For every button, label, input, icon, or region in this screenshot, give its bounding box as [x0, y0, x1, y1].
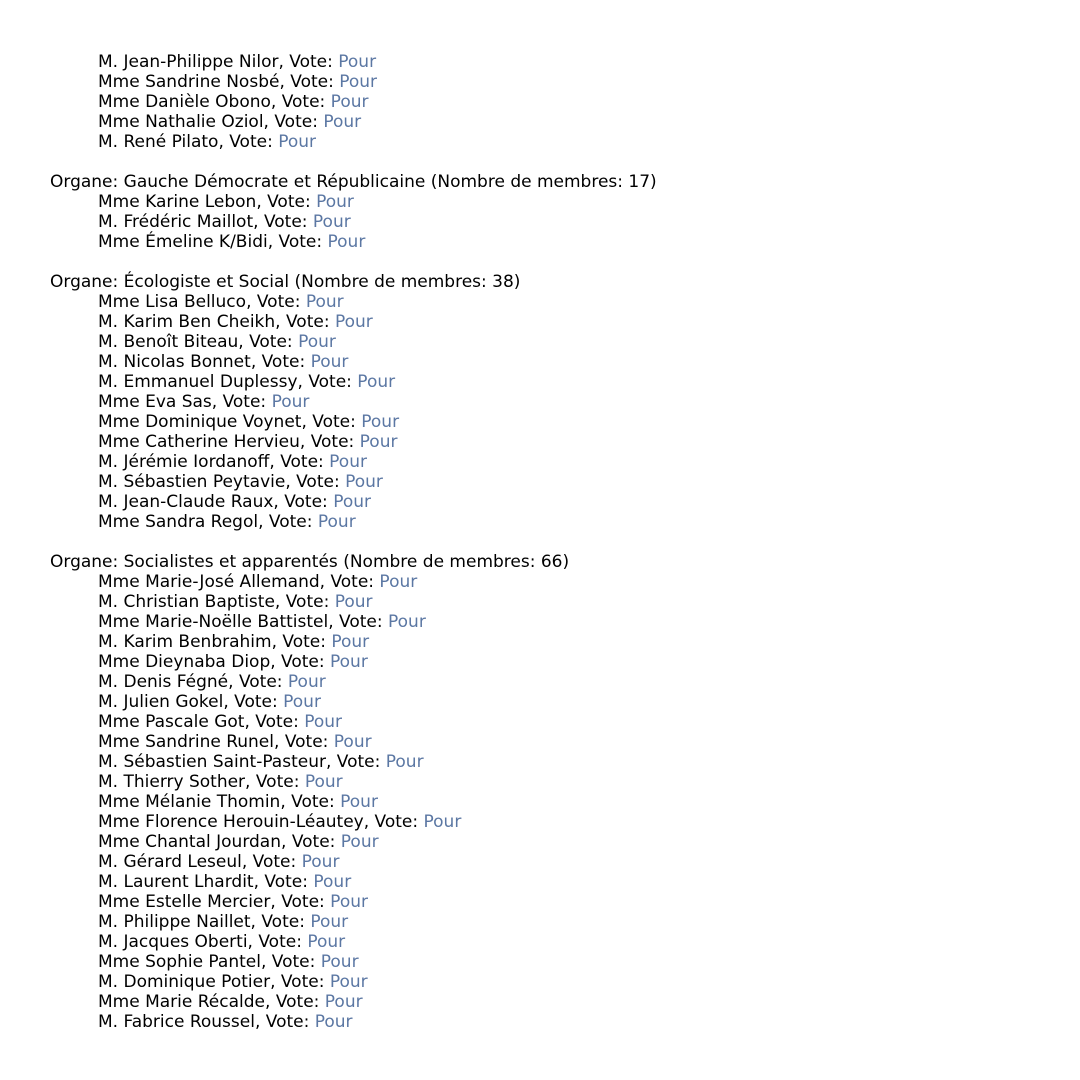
member-name: Mme Marie-Noëlle Battistel	[98, 612, 329, 632]
vote-label: Vote:	[282, 632, 332, 652]
vote-label: Vote:	[278, 232, 328, 252]
member-name: Mme Chantal Jourdan	[98, 832, 281, 852]
vote-label: Vote:	[281, 92, 331, 112]
vote-separator: ,	[256, 192, 268, 212]
vote-separator: ,	[260, 952, 272, 972]
member-row	[50, 892, 1050, 912]
vote-separator: ,	[263, 112, 275, 132]
vote-separator: ,	[269, 452, 281, 472]
vote-value: Pour	[304, 712, 343, 732]
vote-label: Vote:	[296, 472, 346, 492]
vote-value: Pour	[316, 192, 354, 212]
vote-separator: ,	[244, 712, 256, 732]
vote-separator: ,	[279, 72, 291, 92]
vote-separator: ,	[228, 672, 239, 692]
member-name: Mme Mélanie Thomin	[98, 792, 281, 812]
organe-group	[50, 272, 1050, 532]
vote-label: Vote:	[274, 112, 324, 132]
vote-value: Pour	[333, 492, 371, 512]
member-name: Mme Karine Lebon	[98, 192, 257, 212]
vote-value: Pour	[271, 392, 310, 412]
vote-separator: ,	[270, 92, 282, 112]
member-name: M. Denis Fégné	[98, 672, 229, 692]
vote-value: Pour	[388, 612, 426, 632]
member-name: Mme Dieynaba Diop	[98, 652, 271, 672]
vote-separator: ,	[253, 212, 264, 232]
vote-label: Vote:	[280, 972, 330, 992]
member-name: Mme Catherine Hervieu	[98, 432, 300, 452]
vote-label: Vote:	[291, 792, 341, 812]
vote-label: Vote:	[289, 52, 339, 72]
vote-value: Pour	[314, 1012, 353, 1032]
vote-label: Vote:	[267, 192, 317, 212]
member-name: M. Karim Ben Cheikh	[98, 312, 276, 332]
vote-label: Vote:	[291, 832, 341, 852]
vote-label: Vote:	[255, 772, 305, 792]
vote-separator: ,	[265, 992, 276, 1012]
vote-separator: ,	[299, 432, 311, 452]
member-row	[50, 372, 1050, 392]
member-name: M. Gérard Leseul	[98, 852, 242, 872]
vote-separator: ,	[267, 232, 279, 252]
section-gap	[50, 152, 1050, 172]
member-row	[50, 832, 1050, 852]
member-name: M. Jean-Claude Raux	[98, 492, 274, 512]
member-name: M. Dominique Potier	[98, 972, 271, 992]
member-name: Mme Nathalie Oziol	[98, 112, 264, 132]
member-row	[50, 412, 1050, 432]
vote-separator: ,	[281, 832, 292, 852]
vote-value: Pour	[338, 52, 377, 72]
member-name: M. Frédéric Maillot	[98, 212, 254, 232]
vote-label: Vote:	[284, 492, 334, 512]
member-row	[50, 692, 1050, 712]
member-row	[50, 192, 1050, 212]
vote-value: Pour	[329, 452, 367, 472]
vote-separator: ,	[270, 892, 282, 912]
vote-label: Vote:	[261, 912, 311, 932]
member-name: M. Karim Benbrahim	[98, 632, 272, 652]
vote-separator: ,	[328, 612, 340, 632]
vote-label: Vote:	[281, 652, 331, 672]
member-name: M. Christian Baptiste	[98, 592, 275, 612]
member-row	[50, 812, 1050, 832]
vote-value: Pour	[278, 132, 317, 152]
vote-separator: ,	[274, 732, 285, 752]
vote-label: Vote:	[284, 732, 334, 752]
vote-label: Vote:	[258, 932, 308, 952]
vote-value: Pour	[304, 772, 343, 792]
vote-label: Vote:	[280, 452, 330, 472]
member-row	[50, 132, 1050, 152]
member-row	[50, 72, 1050, 92]
vote-value: Pour	[333, 732, 372, 752]
vote-label: Vote:	[310, 432, 360, 452]
vote-separator: ,	[241, 852, 253, 872]
vote-value: Pour	[340, 832, 379, 852]
vote-label: Vote:	[330, 572, 380, 592]
member-row	[50, 332, 1050, 352]
vote-value: Pour	[379, 572, 418, 592]
vote-separator: ,	[238, 332, 250, 352]
member-row	[50, 392, 1050, 412]
member-row	[50, 632, 1050, 652]
member-name: M. Fabrice Roussel	[98, 1012, 255, 1032]
member-name: M. Jean-Philippe Nilor	[98, 52, 279, 72]
vote-label: Vote:	[234, 692, 284, 712]
member-row	[50, 52, 1050, 72]
vote-separator: ,	[211, 392, 223, 412]
vote-separator: ,	[274, 592, 286, 612]
member-name: Mme Danièle Obono	[98, 92, 271, 112]
vote-value: Pour	[334, 312, 373, 332]
organe-header: Organe: Socialistes et apparentés (Nombre de membres: 66)	[50, 552, 570, 572]
vote-separator: ,	[250, 352, 262, 372]
vote-separator: ,	[280, 792, 292, 812]
vote-separator: ,	[247, 932, 259, 952]
vote-separator: ,	[270, 652, 282, 672]
member-row	[50, 292, 1050, 312]
vote-value: Pour	[307, 932, 346, 952]
vote-value: Pour	[330, 892, 368, 912]
vote-value: Pour	[334, 592, 373, 612]
vote-value: Pour	[357, 372, 396, 392]
vote-value: Pour	[298, 332, 336, 352]
vote-separator: ,	[258, 512, 269, 532]
vote-label: Vote:	[238, 672, 288, 692]
member-row	[50, 472, 1050, 492]
vote-label: Vote:	[339, 612, 388, 632]
member-row	[50, 652, 1050, 672]
member-name: M. Laurent Lhardit	[98, 872, 254, 892]
vote-label: Vote:	[252, 852, 302, 872]
member-row	[50, 712, 1050, 732]
vote-value: Pour	[340, 792, 378, 812]
vote-value: Pour	[287, 672, 326, 692]
member-name: Mme Florence Herouin-Léautey	[98, 812, 364, 832]
member-row	[50, 772, 1050, 792]
vote-value: Pour	[312, 212, 351, 232]
section-gap	[50, 532, 1050, 552]
member-row	[50, 92, 1050, 112]
member-row	[50, 872, 1050, 892]
vote-label: Vote:	[264, 872, 314, 892]
vote-separator: ,	[297, 372, 309, 392]
organe-group	[50, 552, 1050, 1032]
vote-separator: ,	[285, 472, 297, 492]
vote-separator: ,	[218, 132, 230, 152]
vote-value: Pour	[361, 412, 400, 432]
member-row	[50, 592, 1050, 612]
member-name: M. Sébastien Peytavie	[98, 472, 286, 492]
vote-value: Pour	[310, 352, 349, 372]
organe-header: Organe: Écologiste et Social (Nombre de membres: 38)	[50, 272, 521, 292]
vote-separator: ,	[271, 632, 283, 652]
vote-label: Vote:	[285, 312, 335, 332]
vote-value: Pour	[301, 852, 340, 872]
vote-value: Pour	[324, 992, 363, 1012]
member-name: Mme Sandrine Runel	[98, 732, 274, 752]
member-row	[50, 112, 1050, 132]
vote-value: Pour	[331, 632, 370, 652]
member-name: Mme Marie Récalde	[98, 992, 265, 1012]
member-name: M. Benoît Biteau	[98, 332, 239, 352]
member-row	[50, 212, 1050, 232]
vote-value: Pour	[359, 432, 398, 452]
vote-label: Vote:	[285, 592, 335, 612]
vote-separator: ,	[275, 312, 286, 332]
vote-value: Pour	[330, 652, 368, 672]
vote-label: Vote:	[255, 712, 305, 732]
member-row	[50, 752, 1050, 772]
vote-value: Pour	[310, 912, 349, 932]
member-name: M. René Pilato	[98, 132, 219, 152]
member-row	[50, 612, 1050, 632]
vote-separator: ,	[273, 492, 285, 512]
vote-label: Vote:	[281, 892, 331, 912]
vote-label: Vote:	[336, 752, 386, 772]
organe-header: Organe: Gauche Démocrate et Républicaine (Nombre de membres: 17)	[50, 172, 657, 192]
vote-value: Pour	[423, 812, 462, 832]
member-row	[50, 492, 1050, 512]
member-row	[50, 1012, 1050, 1032]
vote-label: Vote:	[275, 992, 325, 1012]
vote-separator: ,	[250, 912, 262, 932]
member-row	[50, 732, 1050, 752]
vote-value: Pour	[320, 952, 359, 972]
member-name: M. Julien Gokel	[98, 692, 224, 712]
vote-separator: ,	[246, 292, 257, 312]
vote-label: Vote:	[256, 292, 306, 312]
vote-value: Pour	[305, 292, 344, 312]
vote-label: Vote:	[374, 812, 424, 832]
section-gap	[50, 252, 1050, 272]
vote-listing	[50, 52, 1050, 1032]
member-row	[50, 312, 1050, 332]
member-row	[50, 432, 1050, 452]
member-row	[50, 852, 1050, 872]
vote-separator: ,	[363, 812, 375, 832]
member-name: Mme Estelle Mercier	[98, 892, 271, 912]
vote-value: Pour	[327, 232, 366, 252]
vote-separator: ,	[270, 972, 281, 992]
vote-label: Vote:	[229, 132, 279, 152]
vote-separator: ,	[254, 1012, 266, 1032]
vote-label: Vote:	[249, 332, 299, 352]
vote-value: Pour	[345, 472, 383, 492]
member-row	[50, 792, 1050, 812]
member-name: Mme Sandra Regol	[98, 512, 259, 532]
member-name: M. Emmanuel Duplessy	[98, 372, 298, 392]
member-row	[50, 912, 1050, 932]
vote-separator: ,	[325, 752, 337, 772]
vote-separator: ,	[301, 412, 313, 432]
vote-value: Pour	[283, 692, 321, 712]
member-name: Mme Dominique Voynet	[98, 412, 302, 432]
vote-separator: ,	[253, 872, 265, 892]
vote-label: Vote:	[268, 512, 318, 532]
member-name: Mme Émeline K/Bidi	[98, 232, 268, 252]
vote-label: Vote:	[308, 372, 358, 392]
vote-label: Vote:	[290, 72, 340, 92]
member-name: M. Nicolas Bonnet	[98, 352, 251, 372]
vote-label: Vote:	[271, 952, 321, 972]
member-name: M. Philippe Naillet	[98, 912, 251, 932]
member-row	[50, 672, 1050, 692]
member-row	[50, 992, 1050, 1012]
vote-label: Vote:	[222, 392, 272, 412]
vote-label: Vote:	[312, 412, 362, 432]
member-name: M. Thierry Sother	[98, 772, 246, 792]
member-row	[50, 232, 1050, 252]
member-row	[50, 572, 1050, 592]
vote-separator: ,	[319, 572, 331, 592]
member-name: M. Jérémie Iordanoff	[98, 452, 270, 472]
vote-value: Pour	[329, 972, 368, 992]
vote-label: Vote:	[261, 352, 311, 372]
vote-separator: ,	[278, 52, 290, 72]
member-name: M. Jacques Oberti	[98, 932, 248, 952]
member-row	[50, 452, 1050, 472]
member-row	[50, 972, 1050, 992]
vote-value: Pour	[339, 72, 378, 92]
continuation-group	[50, 52, 1050, 152]
member-name: Mme Sophie Pantel	[98, 952, 261, 972]
organe-group	[50, 172, 1050, 252]
member-row	[50, 932, 1050, 952]
member-name: Mme Pascale Got	[98, 712, 245, 732]
member-name: Mme Sandrine Nosbé	[98, 72, 280, 92]
member-row	[50, 952, 1050, 972]
member-name: M. Sébastien Saint-Pasteur	[98, 752, 326, 772]
vote-label: Vote:	[265, 1012, 315, 1032]
member-name: Mme Eva Sas	[98, 392, 212, 412]
member-row	[50, 352, 1050, 372]
vote-label: Vote:	[263, 212, 313, 232]
vote-value: Pour	[313, 872, 352, 892]
vote-value: Pour	[385, 752, 424, 772]
vote-value: Pour	[317, 512, 356, 532]
vote-separator: ,	[245, 772, 256, 792]
member-name: Mme Lisa Belluco	[98, 292, 247, 312]
member-row	[50, 512, 1050, 532]
vote-value: Pour	[323, 112, 362, 132]
vote-value: Pour	[330, 92, 369, 112]
vote-separator: ,	[223, 692, 235, 712]
member-name: Mme Marie-José Allemand	[98, 572, 320, 592]
